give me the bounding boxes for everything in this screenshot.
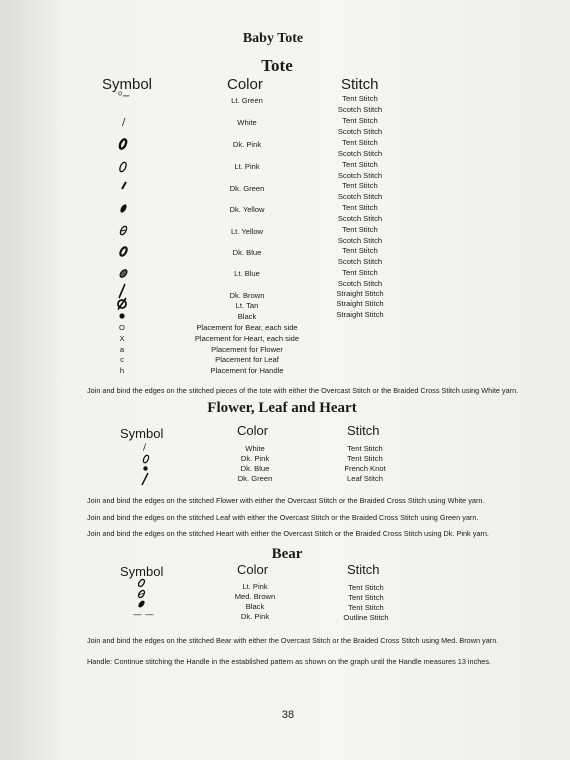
- slashed-circle-symbol-icon: [116, 297, 128, 310]
- tote-stitch: Straight Stitch: [336, 310, 384, 319]
- tote-stitch: Straight Stitch: [336, 299, 384, 308]
- tote-stitch: Tent Stitch: [342, 246, 378, 255]
- tote-stitch: Scotch Stitch: [337, 105, 383, 114]
- tote-stitch: Scotch Stitch: [337, 127, 383, 136]
- leaf-note: Join and bind the edges on the stitched Leaf with either the Overcast Stitch or the Braided Cross Stitch using Green yarn.: [87, 513, 479, 522]
- bear-symbol-header: Symbol: [120, 564, 164, 579]
- tote-color: Dk. Yellow: [229, 205, 265, 214]
- tote-stitch: Scotch Stitch: [337, 236, 383, 245]
- tote-stitch: Tent Stitch: [342, 181, 378, 190]
- tote-color: Dk. Blue: [232, 248, 262, 257]
- bear-color: Dk. Pink: [240, 612, 270, 621]
- flower-color: Dk. Pink: [240, 454, 270, 463]
- flower-stitch: Leaf Stitch: [347, 474, 383, 483]
- tote-color: White: [237, 118, 257, 127]
- tote-symbol-header: Symbol: [102, 76, 153, 93]
- dot-symbol-icon: [118, 312, 126, 320]
- heart-note: Join and bind the edges on the stitched Heart with either the Overcast Stitch or the Braided Cross Stitch using Dk. Pink yarn.: [87, 529, 489, 538]
- tote-color: Lt. Yellow: [230, 227, 264, 236]
- bear-stitch: Outline Stitch: [343, 613, 389, 622]
- bear-note: Join and bind the edges on the stitched Bear with either the Overcast Stitch or the Braided Cross Stitch using Med. Brown yarn.: [87, 636, 499, 645]
- hatched-oval-symbol-icon: [119, 268, 128, 279]
- tote-note: Join and bind the edges on the stitched pieces of the tote with either the Overcast Stitch or the Braided Cross Stitch using White yarn.: [87, 386, 519, 395]
- bear-stitch-header: Stitch: [347, 562, 380, 577]
- tote-color: Dk. Pink: [232, 140, 262, 149]
- bear-heading: Bear: [271, 546, 303, 562]
- tiny-hook-symbol-icon: ⁰−: [118, 91, 131, 102]
- tote-stitch: Scotch Stitch: [337, 279, 383, 288]
- flower-stitch: French Knot: [344, 464, 386, 473]
- short-thick-slash-symbol-icon: [120, 181, 128, 190]
- flower-color-header: Color: [237, 423, 269, 438]
- flower-symbol-header: Symbol: [120, 426, 164, 441]
- tote-stitch: Scotch Stitch: [337, 149, 383, 158]
- flower-color: Dk. Green: [237, 474, 273, 483]
- thin-slash-symbol-icon: /: [143, 443, 147, 453]
- open-slanted-oval-symbol-icon: [137, 578, 146, 588]
- tote-stitch: Scotch Stitch: [337, 257, 383, 266]
- bear-color: Med. Brown: [234, 592, 276, 601]
- bear-stitch: Tent Stitch: [348, 593, 384, 602]
- placement-text: Placement for Bear, each side: [196, 323, 298, 332]
- striped-oval-symbol-icon: [119, 225, 128, 236]
- bold-slanted-oval-symbol-icon: [118, 138, 128, 150]
- placement-text: Placement for Leaf: [215, 355, 279, 364]
- flower-color: White: [245, 444, 265, 453]
- bold-slanted-oval-symbol-icon: [137, 599, 146, 609]
- tote-stitch-header: Stitch: [341, 76, 379, 93]
- dot-symbol-icon: [142, 465, 149, 472]
- flower-note: Join and bind the edges on the stitched Flower with either the Overcast Stitch or the Braided Cross Stitch using White yarn.: [87, 496, 485, 505]
- tote-color: Lt. Tan: [235, 301, 259, 310]
- tote-stitch: Tent Stitch: [342, 138, 378, 147]
- tote-stitch: Scotch Stitch: [337, 171, 383, 180]
- bear-stitch: Tent Stitch: [348, 603, 384, 612]
- tote-stitch: Tent Stitch: [342, 203, 378, 212]
- tote-stitch: Tent Stitch: [342, 94, 378, 103]
- tote-color: Black: [237, 312, 257, 321]
- placement-symbol: O: [119, 323, 125, 332]
- tote-color: Dk. Brown: [229, 291, 265, 300]
- placement-text: Placement for Flower: [211, 345, 283, 354]
- striped-oval-symbol-icon: [137, 589, 146, 599]
- bear-color-header: Color: [237, 562, 269, 577]
- page-number: 38: [281, 709, 295, 721]
- filled-leaf-symbol-icon: [119, 203, 128, 214]
- tote-color: Lt. Green: [231, 96, 263, 105]
- tote-heading: Tote: [261, 56, 293, 75]
- bear-color: Black: [245, 602, 265, 611]
- placement-symbol: a: [119, 345, 125, 354]
- handle-note: Handle: Continue stitching the Handle in the established pattern as shown on the graph until the Handle measures 13 inches.: [87, 657, 492, 666]
- flower-stitch-header: Stitch: [347, 423, 380, 438]
- tote-stitch: Tent Stitch: [342, 116, 378, 125]
- page-title: Baby Tote: [242, 31, 304, 46]
- bear-color: Lt. Pink: [242, 582, 268, 591]
- open-slanted-oval-symbol-icon: [142, 454, 150, 464]
- open-slanted-oval-symbol-icon: [118, 161, 128, 173]
- bear-stitch: Tent Stitch: [348, 583, 384, 592]
- flower-color: Dk. Blue: [240, 464, 270, 473]
- placement-text: Placement for Heart, each side: [194, 334, 300, 343]
- thin-slash-symbol-icon: /: [122, 117, 126, 128]
- dashed-line-symbol-icon: — —: [133, 610, 154, 620]
- tote-stitch: Tent Stitch: [342, 160, 378, 169]
- tote-color: Dk. Green: [229, 184, 265, 193]
- tote-stitch: Scotch Stitch: [337, 192, 383, 201]
- placement-text: Placement for Handle: [210, 366, 284, 375]
- tote-stitch: Tent Stitch: [342, 225, 378, 234]
- half-filled-oval-symbol-icon: [119, 246, 128, 257]
- flower-heading: Flower, Leaf and Heart: [207, 400, 357, 416]
- flower-stitch: Tent Stitch: [347, 444, 383, 453]
- tote-color-header: Color: [227, 76, 263, 93]
- tote-color: Lt. Pink: [234, 162, 260, 171]
- placement-symbol: X: [119, 334, 125, 343]
- long-slash-symbol-icon: [140, 472, 150, 486]
- placement-symbol: h: [119, 366, 125, 375]
- tote-stitch: Scotch Stitch: [337, 214, 383, 223]
- flower-stitch: Tent Stitch: [347, 454, 383, 463]
- tote-stitch: Straight Stitch: [336, 289, 384, 298]
- placement-symbol: c: [120, 355, 124, 364]
- tote-color: Lt. Blue: [234, 269, 260, 278]
- tote-stitch: Tent Stitch: [342, 268, 378, 277]
